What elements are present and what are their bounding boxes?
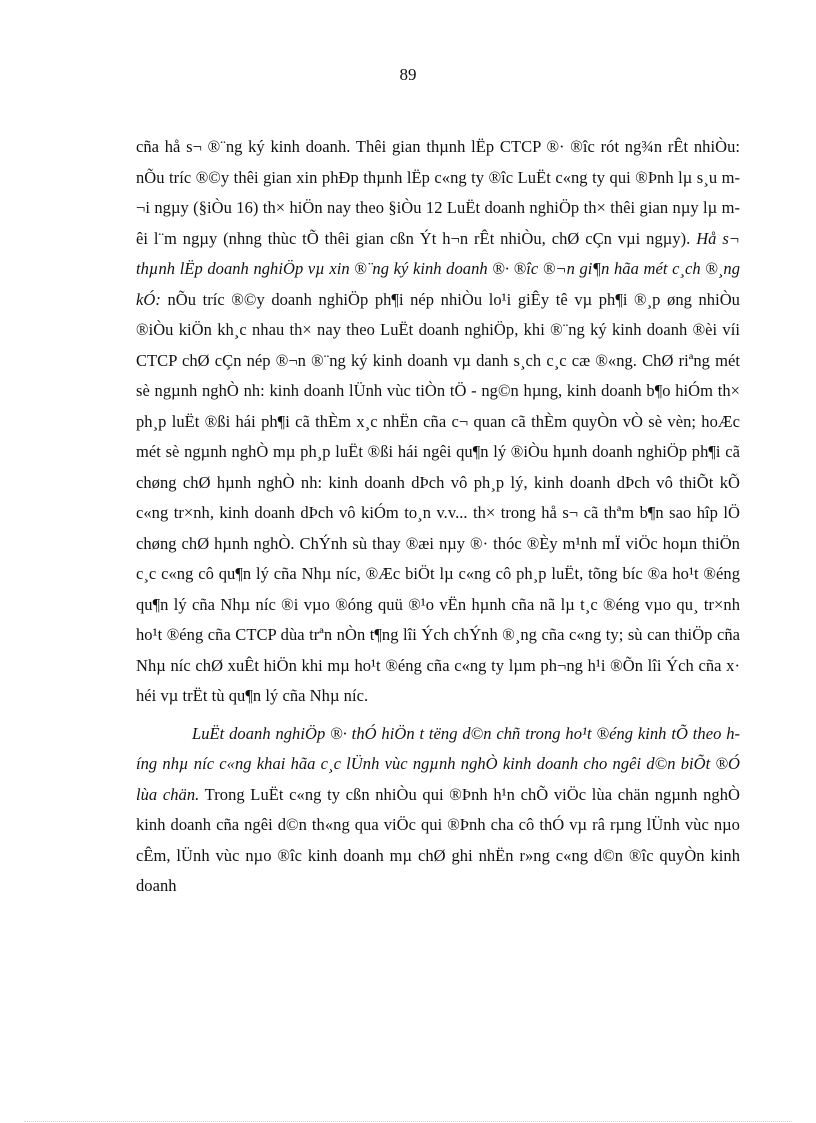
paragraph-text: nÕu tríc ®©y doanh nghiÖp ph¶i nép nhiÒu lo¹i giÊy tê vµ ph¶i ®¸p øng nhiÒu ®iÒu kiÖn kh¸c nhau th× nay theo LuËt doanh nghiÖp, khi ®¨ng ký kinh doanh ®èi víi CTCP chØ cÇn nép ®¬n ®¨ng ký kinh doanh vµ danh s¸ch c¸c cæ ®«ng. ChØ riªng mét sè ngµnh nghÒ nh: kinh doanh lÜnh vùc tiÒn tÖ - ng©n hµng, kinh doanh b¶o hiÓm th× ph¸p luËt ®ßi hái ph¶i cã thÈm x¸c nhËn cña c¬ quan cã thÈm quyÒn vÒ sè vèn; hoÆc mét sè ngµnh nghÒ mµ ph¸p luËt ®ßi hái ngêi qu¶n lý ®iÒu hµnh doanh nghiÖp ph¶i cã chøng chØ hµnh nghÒ nh: kinh doanh dÞch vô ph¸p lý, kinh doanh dÞch vô thiÕt kÕ c«ng tr×nh, kinh doanh dÞch vô kiÓm to¸n v.v... th× trong hå s¬ cã thªm b¶n sao hîp lÖ chøng chØ hµnh nghÒ. ChÝnh sù thay ®æi nµy ®· thóc ®Èy m¹nh mÏ viÖc hoµn thiÖn c¸c c«ng cô qu¶n lý cña Nhµ níc, ®Æc biÖt lµ c«ng cô ph¸p luËt, tõng bíc ®a ho¹t ®éng qu¶n lý cña Nhµ níc ®i vµo ®óng quü ®¹o vËn hµnh cña nã lµ t¸c ®éng vµo qu¸ tr×nh ho¹t ®éng cña CTCP dùa trªn nÒn t¶ng lîi Ých chÝnh ®¸ng cña c«ng ty; sù can thiÖp cña Nhµ níc chØ xuÊt hiÖn khi mµ ho¹t ®éng cña c«ng ty lµm ph¬ng h¹i ®Õn lîi Ých cña x· héi vµ trËt tù qu¶n lý cña Nhµ níc. — [136, 289, 740, 705]
paragraph — [136, 719, 740, 902]
body-text — [136, 132, 740, 902]
page-number: 89 — [399, 65, 417, 84]
page-bottom-rule — [24, 1121, 792, 1122]
paragraph — [136, 132, 740, 712]
italic-text: LuËt doanh nghiÖp ®· thÓ hiÖn t tëng d©n chñ trong ho¹t ®éng kinh tÕ theo híng nhµ níc c«ng khai hãa c¸c lÜnh vùc ngµnh nghÒ kinh doanh cho ngêi d©n biÕt ®Ó lùa chän. — [136, 723, 740, 804]
paragraph-text: Trong LuËt c«ng ty cßn nhiÒu qui ®Þnh h¹n chÕ viÖc lùa chän ngµnh nghÒ kinh doanh cña ngêi d©n th«ng qua viÖc qui ®Þnh cha cô thÓ vµ râ rµng lÜnh vùc nµo cÊm, lÜnh vùc nµo ®îc kinh doanh mµ chØ ghi nhËn r»ng c«ng d©n ®îc quyÒn kinh doanh — [136, 784, 740, 895]
paragraph-text: cña hå s¬ ®¨ng ký kinh doanh. Thêi gian thµnh lËp CTCP ®· ®îc rót ng¾n rÊt nhiÒu: nÕu tríc ®©y thêi gian xin phÐp thµnh lËp c«ng ty ®îc LuËt c«ng ty qui ®Þnh lµ s¸u m¬i ngµy (§iÒu 16) th× hiÖn nay theo §iÒu 12 LuËt doanh nghiÖp th× thêi gian nµy lµ mêi l¨m ngµy (nhng thùc tÕ thêi gian cßn Ýt h¬n rÊt nhiÒu, chØ cÇn vµi ngµy). — [136, 137, 740, 248]
italic-text: Hå s¬ thµnh lËp doanh nghiÖp vµ xin ®¨ng ký kinh doanh ®· ®îc ®¬n gi¶n hãa mét c¸ch ®¸ng kÓ: — [136, 228, 740, 309]
